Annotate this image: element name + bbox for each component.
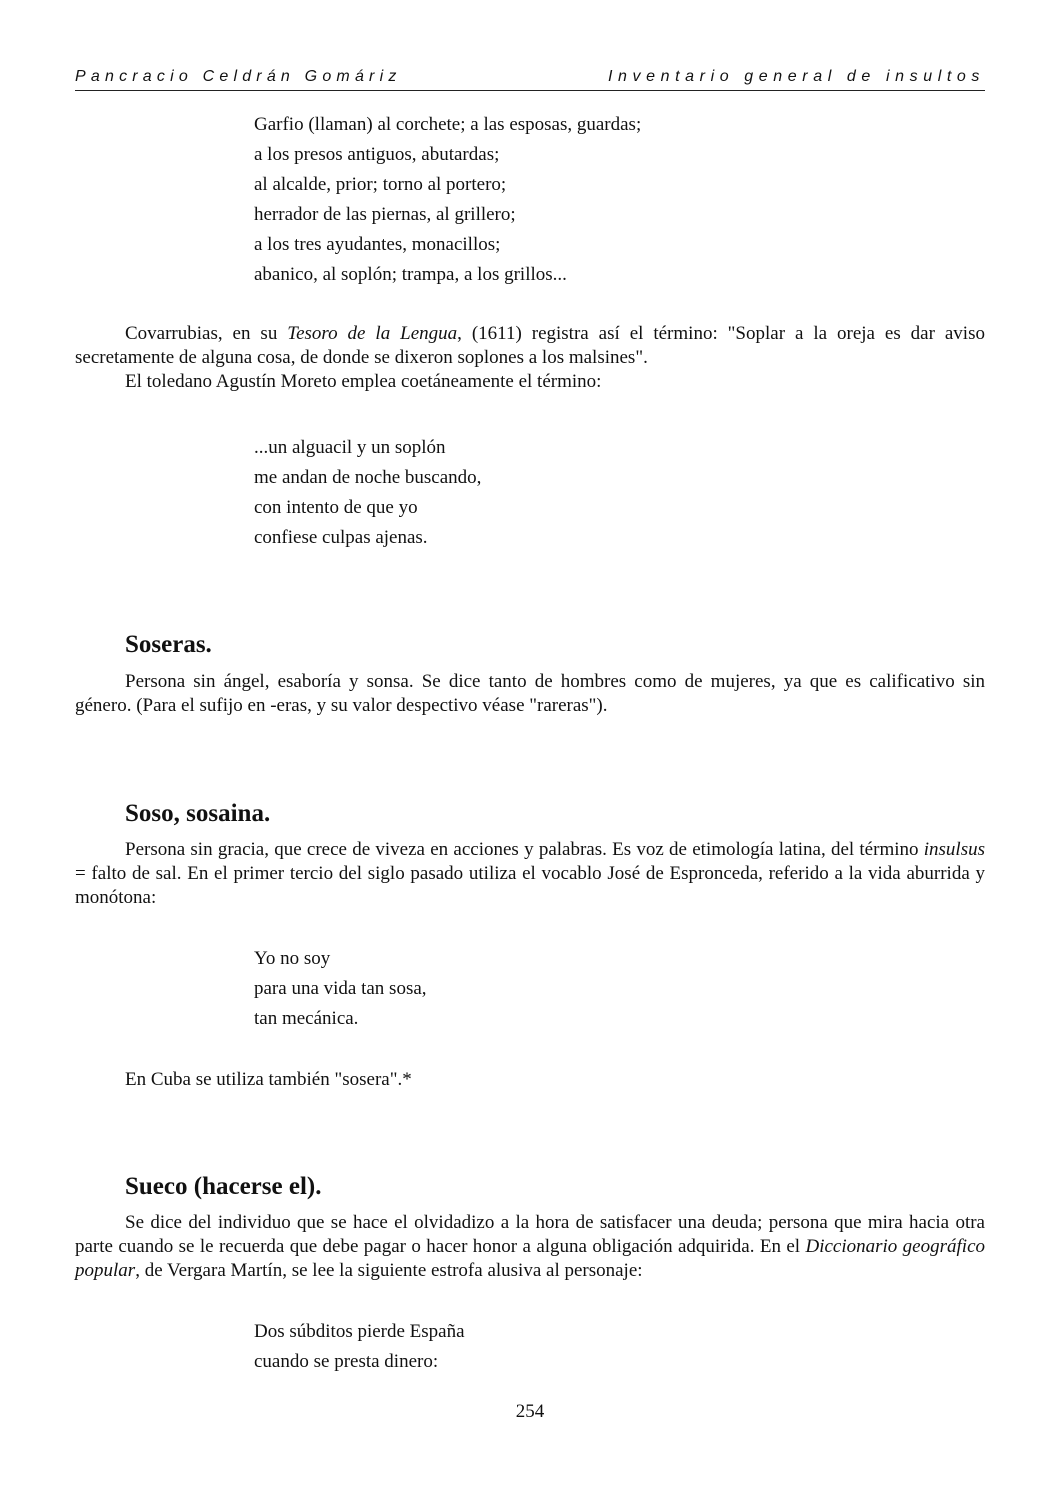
verse-line: a los tres ayudantes, monacillos; (254, 234, 501, 255)
verse-line: me andan de noche buscando, (254, 467, 482, 488)
entry-heading-soseras: Soseras. (125, 631, 212, 658)
paragraph-covarrubias-moreto (75, 322, 985, 394)
book-title-italic: Tesoro de la Lengua (287, 323, 458, 344)
verse-line: tan mecánica. (254, 1008, 359, 1029)
header-book-title: Inventario general de insultos (607, 68, 985, 85)
verse-line: abanico, al soplón; trampa, a los grillos... (254, 264, 567, 285)
verse-line: Yo no soy (254, 948, 331, 969)
latin-term-italic: insulsus (923, 839, 985, 860)
entry-body-soso: Persona sin gracia, que crece de viveza en acciones y palabras. Es voz de etimología latina, del término insulsus = falto de sal. En el primer tercio del siglo pasado utiliza el vocablo José de Espronceda, referido a la vida aburrida y monótona: (75, 839, 985, 908)
verse-moreto (254, 433, 481, 553)
verse-espronceda (254, 944, 427, 1034)
paragraph-moreto: El toledano Agustín Moreto emplea coetáneamente el término: (125, 371, 602, 392)
entry-heading-soso: Soso, sosaina. (125, 800, 271, 827)
verse-garfio (254, 110, 641, 290)
verse-line: cuando se presta dinero: (254, 1351, 439, 1372)
entry-heading-sueco: Sueco (hacerse el). (125, 1173, 322, 1200)
dictionary-title-italic: Diccionario geográfico popular (75, 1236, 985, 1281)
note-cuba: En Cuba se utiliza también "sosera".* (125, 1069, 412, 1090)
verse-line: con intento de que yo (254, 497, 418, 518)
running-header (75, 66, 985, 91)
verse-sueco (254, 1317, 465, 1377)
paragraph-covarrubias: Covarrubias, en su Tesoro de la Lengua, (1611) registra así el término: "Soplar a la oreja es dar aviso secretamente de alguna cosa, de donde se dixeron soplones a los malsines". (75, 323, 985, 368)
verse-line: ...un alguacil y un soplón (254, 437, 446, 458)
verse-line: Garfio (llaman) al corchete; a las esposas, guardas; (254, 114, 642, 135)
entry-body-soseras: Persona sin ángel, esaboría y sonsa. Se dice tanto de hombres como de mujeres, ya que es calificativo sin género. (Para el sufijo en -eras, y su valor despectivo véase "rareras"). (75, 671, 985, 716)
entry-body-sueco: Se dice del individuo que se hace el olvidadizo a la hora de satisfacer una deuda; persona que mira hacia otra parte cuando se le recuerda que debe pagar o hacer honor a alguna obligación adquirida. En el Diccionario geográfico popular, de Vergara Martín, se lee la siguiente estrofa alusiva al personaje: (75, 1212, 985, 1281)
header-author: Pancracio Celdrán Gomáriz (75, 68, 402, 85)
verse-line: herrador de las piernas, al grillero; (254, 204, 516, 225)
verse-line: Dos súbditos pierde España (254, 1321, 465, 1342)
verse-line: confiese culpas ajenas. (254, 527, 428, 548)
verse-line: para una vida tan sosa, (254, 978, 427, 999)
verse-line: al alcalde, prior; torno al portero; (254, 174, 507, 195)
verse-line: a los presos antiguos, abutardas; (254, 144, 500, 165)
page-number: 254 (515, 1401, 545, 1422)
